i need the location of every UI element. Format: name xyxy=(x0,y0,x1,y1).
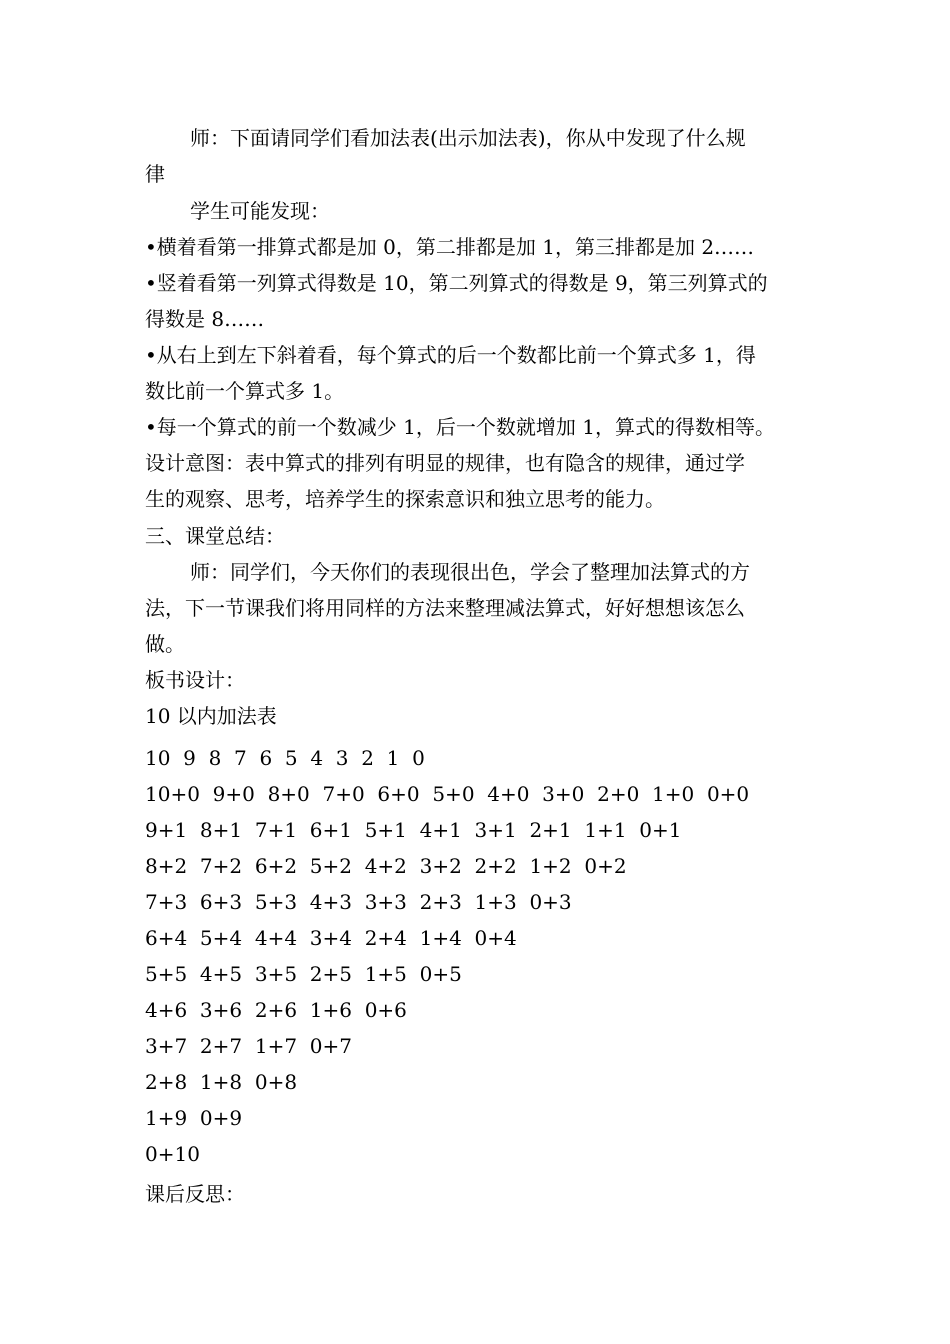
bullet-column-pattern-cont: 得数是 8…… xyxy=(145,307,265,331)
paragraph-teacher-question: 师：下面请同学们看加法表(出示加法表)，你从中发现了什么规 xyxy=(190,126,746,150)
paragraph-teacher-summary-cont: 法，下一节课我们将用同样的方法来整理减法算式，好好想想该怎么 xyxy=(145,596,745,620)
board-row-plus-7: 3+7 2+7 1+7 0+7 xyxy=(145,1034,352,1058)
board-row-plus-6: 4+6 3+6 2+6 1+6 0+6 xyxy=(145,998,407,1022)
board-row-plus-0: 10+0 9+0 8+0 7+0 6+0 5+0 4+0 3+0 2+0 1+0 0+0 xyxy=(145,782,750,806)
board-row-plus-4: 6+4 5+4 4+4 3+4 2+4 1+4 0+4 xyxy=(145,926,517,950)
bullet-column-pattern: •竖着看第一列算式得数是 10，第二列算式的得数是 9，第三列算式的 xyxy=(145,271,768,295)
paragraph-design-intent-cont: 生的观察、思考，培养学生的探索意识和独立思考的能力。 xyxy=(145,487,665,511)
board-row-plus-3: 7+3 6+3 5+3 4+3 3+3 2+3 1+3 0+3 xyxy=(145,890,572,914)
paragraph-teacher-summary-end: 做。 xyxy=(145,632,185,656)
heading-student-findings: 学生可能发现： xyxy=(190,199,330,223)
board-sum-header: 10 9 8 7 6 5 4 3 2 1 0 xyxy=(145,746,425,770)
board-row-plus-10: 0+10 xyxy=(145,1142,200,1166)
board-row-plus-8: 2+8 1+8 0+8 xyxy=(145,1070,298,1094)
bullet-row-pattern: •横着看第一排算式都是加 0，第二排都是加 1，第三排都是加 2…… xyxy=(145,235,755,259)
heading-reflection: 课后反思： xyxy=(145,1182,245,1206)
paragraph-design-intent: 设计意图：表中算式的排列有明显的规律，也有隐含的规律，通过学 xyxy=(145,451,745,475)
bullet-equal-sum-pattern: •每一个算式的前一个数减少 1，后一个数就增加 1，算式的得数相等。 xyxy=(145,415,775,439)
paragraph-teacher-summary: 师：同学们，今天你们的表现很出色，学会了整理加法算式的方 xyxy=(190,560,750,584)
board-row-plus-2: 8+2 7+2 6+2 5+2 4+2 3+2 2+2 1+2 0+2 xyxy=(145,854,627,878)
board-row-plus-1: 9+1 8+1 7+1 6+1 5+1 4+1 3+1 2+1 1+1 0+1 xyxy=(145,818,682,842)
board-table-title: 10 以内加法表 xyxy=(145,704,277,728)
paragraph-teacher-question-cont: 律 xyxy=(145,162,165,186)
heading-class-summary: 三、课堂总结： xyxy=(145,524,285,548)
bullet-diagonal-pattern: •从右上到左下斜着看，每个算式的后一个数都比前一个算式多 1，得 xyxy=(145,343,756,367)
bullet-diagonal-pattern-cont: 数比前一个算式多 1。 xyxy=(145,379,345,403)
board-row-plus-9: 1+9 0+9 xyxy=(145,1106,243,1130)
heading-board-design: 板书设计： xyxy=(145,668,245,692)
board-row-plus-5: 5+5 4+5 3+5 2+5 1+5 0+5 xyxy=(145,962,462,986)
